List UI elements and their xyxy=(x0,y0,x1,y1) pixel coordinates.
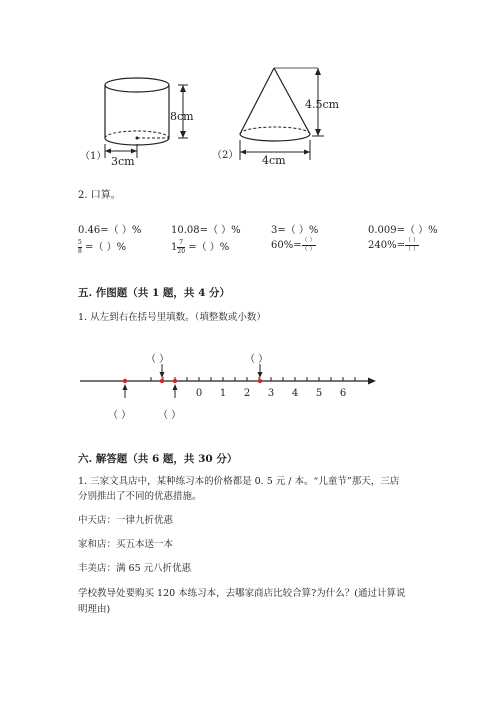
q2-item-7 xyxy=(271,238,316,253)
section-6-question-line2: 明理由) xyxy=(78,604,111,615)
point-marker xyxy=(160,379,164,383)
q2-item-8-pre: 240%= xyxy=(368,240,405,251)
cone-index-label: （2） xyxy=(212,150,239,161)
number-line-tick-label: 1 xyxy=(219,388,227,399)
fraction-denominator: （ ） xyxy=(404,246,419,253)
number-line-ticks xyxy=(151,377,355,399)
fraction-numerator: （ ） xyxy=(301,237,316,244)
cylinder-height-label: 8cm xyxy=(170,110,194,123)
q2-item-4: 0.009=（ ）% xyxy=(368,225,438,236)
mixed-whole: 1 xyxy=(171,242,178,253)
point-marker xyxy=(258,379,262,383)
cone-height-label: 4.5cm xyxy=(305,98,340,111)
fraction-denominator: （ ） xyxy=(301,246,316,253)
q2-item-7-pre: 60%= xyxy=(271,240,302,251)
number-line-tick-label: 3 xyxy=(267,388,275,399)
cone-diameter-label: 4cm xyxy=(262,154,286,167)
store-fengmei: 丰美店：满 65 元八折优惠 xyxy=(78,563,192,574)
cone-figure xyxy=(230,60,350,165)
store-zhongtian: 中天店：一律九折优惠 xyxy=(78,515,174,526)
fraction-numerator: 7 xyxy=(179,239,184,246)
fraction-denominator: 8 xyxy=(78,248,82,255)
blank-above-1: （ ） xyxy=(146,354,170,365)
number-line-tick-label: 4 xyxy=(291,388,299,399)
number-line-tick-label: 2 xyxy=(243,388,251,399)
fraction-numerator: 5 xyxy=(78,239,82,246)
fraction-denominator: 20 xyxy=(177,248,186,255)
q2-item-1: 0.46=（ ）% xyxy=(78,225,142,236)
blank-below-2: （ ） xyxy=(158,410,182,421)
blank-above-2: （ ） xyxy=(245,354,269,365)
q2-title: 2. 口算。 xyxy=(78,190,121,201)
number-line-tick-label: 6 xyxy=(339,388,347,399)
store-jiahe: 家和店：买五本送一本 xyxy=(78,539,174,550)
q2-item-6-rest: =（ ）% xyxy=(188,242,230,253)
section-5-q1: 1. 从左到右在括号里填数。（填整数或小数） xyxy=(78,312,266,323)
q2-item-5-rest: =（ ）% xyxy=(85,242,127,253)
number-line-tick-label: 5 xyxy=(315,388,323,399)
cylinder-index-label: （1） xyxy=(80,151,107,162)
section-6-q1-line1: 1. 三家文具店中，某种练习本的价格都是 0. 5 元 / 本。“儿童节”那天，三店 xyxy=(78,476,400,487)
section-6-q1-line2: 分别推出了不同的优惠措施。 xyxy=(78,491,202,502)
blank-below-1: （ ） xyxy=(108,410,132,421)
q2-item-8 xyxy=(368,238,419,253)
cylinder-diameter-label: 3cm xyxy=(111,155,135,168)
section-5-title: 五. 作图题（共 1 题，共 4 分） xyxy=(78,287,231,299)
point-marker xyxy=(123,379,127,383)
section-6-title: 六. 解答题（共 6 题，共 30 分） xyxy=(78,453,238,465)
section-6-question-line1: 学校教导处要购买 120 本练习本，去哪家商店比较合算?为什么？(通过计算说 xyxy=(78,588,406,599)
fraction-numerator: （ ） xyxy=(404,237,419,244)
q2-item-5 xyxy=(78,238,126,255)
point-marker xyxy=(173,379,177,383)
q2-item-6 xyxy=(171,238,229,255)
q2-item-3: 3=（ ）% xyxy=(271,225,319,236)
number-line-tick-label: 0 xyxy=(195,388,203,399)
q2-item-2: 10.08=（ ）% xyxy=(171,225,241,236)
